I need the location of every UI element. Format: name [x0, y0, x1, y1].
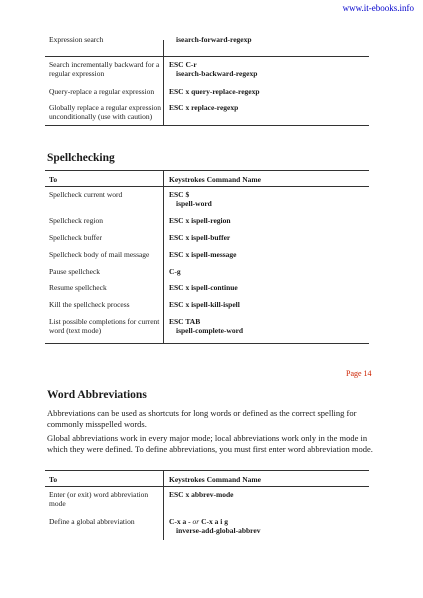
paragraph: Abbreviations can be used as shortcuts for long words or defined as the correct spelling for commonly misspelled words. [47, 408, 357, 429]
column-header-to: To [49, 175, 58, 184]
cell-to: Globally replace a regular expression unconditionally (use with caution) [49, 103, 162, 121]
abbreviation-table [45, 470, 369, 540]
header-divider [45, 486, 369, 487]
cell-to: Expression search [49, 36, 104, 44]
table-top-border [45, 470, 369, 471]
cell-to: Spellcheck buffer [49, 233, 102, 242]
row-divider [45, 56, 369, 57]
cell-command: ESC x ispell-kill-ispell [169, 300, 240, 309]
cell-command: ESC x query-replace-regexp [169, 87, 260, 96]
cell-command: ESC x ispell-continue [169, 283, 238, 292]
table-bottom-border [45, 343, 369, 344]
cell-to: Query-replace a regular expression [49, 87, 155, 96]
cell-command [169, 317, 359, 335]
keystrokes: ESC $ [169, 190, 190, 199]
cell-command: ESC x ispell-message [169, 250, 237, 259]
cell-command: ESC x ispell-buffer [169, 233, 231, 242]
command-name: inverse-add-global-abbrev [176, 526, 261, 535]
source-url-link[interactable]: www.it-ebooks.info [342, 3, 414, 13]
table-row-cut [45, 36, 369, 46]
keystrokes: C-x a i g [201, 517, 228, 526]
command-name: isearch-backward-regexp [176, 69, 258, 78]
cell-command [169, 60, 359, 78]
search-commands-table [45, 36, 369, 125]
paragraph: Global abbreviations work in every major mode; local abbreviations work only in the mode in which they were defined. To define abbreviations, you must first enter word abbreviation mode. [47, 433, 373, 454]
cell-command: ESC x ispell-region [169, 216, 231, 225]
page-number: Page 14 [346, 369, 372, 378]
cell-to: List possible completions for current word (text mode) [49, 317, 160, 335]
or-separator: or [192, 517, 200, 526]
cell-to: Define a global abbreviation [49, 517, 135, 526]
column-header-keystrokes: Keystrokes Command Name [169, 475, 261, 484]
column-header-to: To [49, 475, 58, 484]
keystrokes: ESC C-r [169, 60, 197, 69]
header-divider [45, 186, 369, 187]
cell-to: Resume spellcheck [49, 283, 107, 292]
section-heading-spellchecking: Spellchecking [47, 152, 115, 164]
column-divider [163, 170, 164, 343]
cell-to: Enter (or exit) word abbreviation mode [49, 490, 149, 508]
cell-command: C-g [169, 267, 181, 276]
keystrokes: ESC TAB [169, 317, 201, 326]
section-heading-word-abbreviations: Word Abbreviations [47, 389, 147, 401]
command-name: ispell-word [176, 199, 212, 208]
table-top-border [45, 170, 369, 171]
cell-command: ESC x replace-regexp [169, 103, 239, 112]
cell-to: Kill the spellcheck process [49, 300, 130, 309]
cell-to: Search incrementally backward for a regular expression [49, 60, 160, 78]
command-name: isearch-forward-regexp [176, 36, 252, 44]
column-divider [163, 40, 164, 125]
cell-command [169, 36, 359, 44]
spellcheck-table [45, 170, 369, 343]
cell-to: Spellcheck body of mail message [49, 250, 150, 259]
keystrokes: C-x a - [169, 517, 191, 526]
cell-to: Spellcheck current word [49, 190, 123, 199]
cell-command [169, 517, 359, 535]
cell-to: Spellcheck region [49, 216, 103, 225]
column-divider [163, 470, 164, 540]
cell-command: ESC x abbrev-mode [169, 490, 234, 499]
cell-to: Pause spellcheck [49, 267, 101, 276]
cell-command [169, 190, 359, 208]
command-name: ispell-complete-word [176, 326, 244, 335]
table-bottom-border [45, 125, 369, 126]
column-header-keystrokes: Keystrokes Command Name [169, 175, 261, 184]
